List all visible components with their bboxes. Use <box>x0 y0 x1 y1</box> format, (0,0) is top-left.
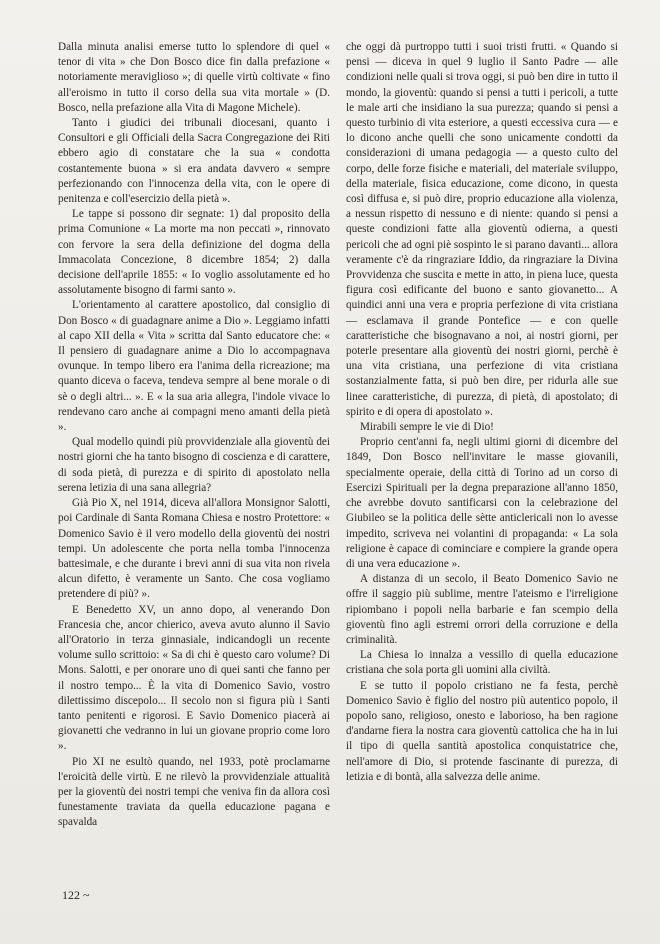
paragraph: Qual modello quindi più provvidenziale alla gioventù dei nostri giorni che ha tanto bisogno di coscienza e di carattere, di soda pietà, di purezza e di spirito di apostolato nella serena letizia di una sana allegria? <box>58 436 330 494</box>
paragraph: Già Pio X, nel 1914, diceva all'allora Monsignor Salotti, poi Cardinale di Santa Romana Chiesa e nostro Protettore: « Domenico Savio è il vero modello della gioventù dei nostri tempi. Un adolescente che porta nella tomba l'innocenza battesimale, e che durante i brevi anni di sua vita non rivela alcun difetto, è veramente un Santo. Che cosa vogliamo pretendere di più? ». <box>58 497 330 601</box>
paragraph: Proprio cent'anni fa, negli ultimi giorni di dicembre del 1849, Don Bosco nell'invitare le masse giovanili, specialmente operaie, della città di Torino ad un corso di Esercizi Spirituali per la degna preparazione all'anno 1850, che avrebbe dovuto santificarsi con la celebrazione del Giubileo se la politica delle sètte anticlericali non lo avesse impedito, scriveva nei volantini di propaganda: « La sola religione è capace di cominciare e compiere la grande opera di una vera educazione ». <box>346 436 618 570</box>
right-column <box>346 40 618 785</box>
page-number: 122 ~ <box>62 888 90 902</box>
paragraph: che oggi dà purtroppo tutti i suoi tristi frutti. « Quando si pensi — diceva in quel 9 luglio il Santo Padre — alle condizioni nelle quali si trova oggi, si può ben dire in tutto il mondo, la gioventù: quando si pensi a tutti i pericoli, a tutte le male arti che insidiano la sua purezza; quando si pensi a questo turbinio di vita esteriore, a questi eccessiva cura — e lo dicono anche quelli che sono unicamente condotti da considerazioni di umana pedagogia — a questo culto del corpo, delle forze fisiche e materiali, del materiale sviluppo, della materiale, fisica educazione, come dicono, in questa così diffusa e, si può dire, proprio educazione alla violenza, a nessun rispetto di nessuno e di niente: quando si pensi a queste condizioni fatte alla gioventù odierna, a questi pericoli che ad ogni piè sospinto le si parano davanti... allora veramente c'è da ringraziare Iddio, da ringraziare la Divina Provvidenza che suscita e mette in atto, in piena luce, questa figura così edificante del buono e santo giovanetto... A quindici anni una vera e propria perfezione di vita cristiana — esclamava il grande Pontefice — e con quelle caratteristiche che bisognavano a noi, ai nostri giorni, per poterle presentare alla gioventù dei nostri giorni, perchè è una vita cristiana, una perfezione di vita cristiana sostanzialmente fatta, si può ben dire, per ridurla alle sue linee caratteristiche, di purezza, di pietà, di apostolato; di spirito e di opera di apostolato ». <box>346 41 618 418</box>
paragraph: E se tutto il popolo cristiano ne fa festa, perchè Domenico Savio è figlio del nostro più autentico popolo, il popolo sano, religioso, onesto e laborioso, ha ben ragione d'andarne fiera la nostra cara gioventù cattolica che ha in lui il tipo di quella santità apostolica conquistatrice che, nell'amore di Dio, si protende fascinante di purezza, di letizia e di bontà, alla salvezza delle anime. <box>346 679 618 783</box>
paragraph: Pio XI ne esultò quando, nel 1933, potè proclamarne l'eroicità delle virtù. E ne rilevò la provvidenziale attualità per la gioventù dei nostri tempi che veniva fin da allora così funestamente traviata da quella educazione pagana e spavalda <box>58 755 330 829</box>
paragraph: Dalla minuta analisi emerse tutto lo splendore di quel « tenor di vita » che Don Bosco dice fin dalla prefazione « notoriamente meraviglioso »; di quelle virtù coltivate « fino all'eroismo in tutto il corso della sua vita mortale » (D. Bosco, nella prefazione alla Vita di Magone Michele). <box>58 41 330 114</box>
paragraph: L'orientamento al carattere apostolico, dal consiglio di Don Bosco « di guadagnare anime a Dio ». Leggiamo infatti al capo XII della « Vita » scritta dal Santo educatore che: « Il pensiero di guadagnare anime a Dio lo accompagnava ovunque. In tempo libero era l'anima della ricreazione; ma quanto diceva o faceva, tendeva sempre al bene morale o di sè o degli altri... ». E « la sua aria allegra, l'indole vivace lo rendevano caro anche ai compagni meno amanti della pietà ». <box>58 299 330 434</box>
left-column <box>58 40 330 831</box>
paragraph: La Chiesa lo innalza a vessillo di quella educazione cristiana che sola porta gli uomini alla civiltà. <box>346 649 618 677</box>
paragraph: E Benedetto XV, un anno dopo, al venerando Don Francesia che, ancor chierico, aveva avuto alunno il Savio all'Oratorio in terza ginnasiale, indicandogli un recente volume sullo scrittoio: « Sa di chi è questo caro volume? Di Mons. Salotti, e per onorare uno di quei santi che fanno per il nostro tempo... È la vita di Domenico Savio, vostro dilettissimo discepolo... Il secolo non si figura più i Santi tanto penitenti e rigorosi. E Savio Domenico piacerà ai giovanetti che vedranno in lui un giovane proprio come loro ». <box>58 603 330 753</box>
paragraph: Mirabili sempre le vie di Dio! <box>360 421 494 434</box>
paragraph: Le tappe si possono dir segnate: 1) dal proposito della prima Comunione « La morte ma non peccati », rinnovato con fervore la sera della definizione del dogma della Immacolata Concezione, 8 dicembre 1854; 2) dalla decisione dell'aprile 1855: « Io voglio assolutamente ed ho assolutamente bisogno di farmi santo ». <box>58 208 330 297</box>
paragraph: Tanto i giudici dei tribunali diocesani, quanto i Consultori e gli Officiali della Sacra Congregazione dei Riti ebbero agio di constatare che la sua « condotta costantemente buona » si era andata davvero « sempre perfezionando con l'innocenza della vita, con le opere di penitenza e coll'esercizio della pietà ». <box>58 117 330 206</box>
paragraph: A distanza di un secolo, il Beato Domenico Savio ne offre il saggio più sublime, mentre l'ateismo e l'irreligione ripiombano i popoli nella barbarie e fan scempio della gioventù fino agli estremi orrori della corruzione e della criminalità. <box>346 573 618 646</box>
